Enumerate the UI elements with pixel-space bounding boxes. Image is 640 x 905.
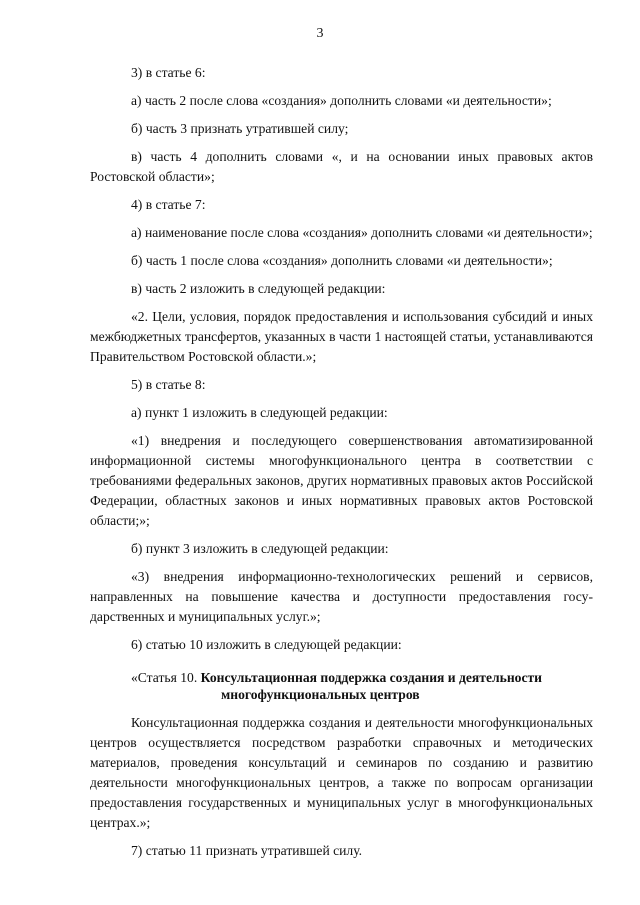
article-body: Консультационная поддержка создания и деятельности многофункциональных центров осуществляется посредством разработки справочных и методических материалов, проведения консультаций и семинаров по созданию и развитию деятельности многофункциональных центров, а также по вопросам организации предоставления государственных и муниципальных услуг в многофункциональных центрах.»; <box>90 715 593 830</box>
paragraph-subitem-b: б) часть 3 признать утратившей силу; <box>131 121 349 136</box>
document-body <box>90 63 593 869</box>
paragraph-subitem-a: а) часть 2 после слова «создания» дополнить словами «и деятельности»; <box>131 93 552 108</box>
article-prefix: «Статья 10. <box>131 670 201 685</box>
quoted-text: «2. Цели, условия, порядок предоставления и использования субсидий и иных межбюджетных трансфертов, указанных в части 1 настоящей статьи, устанавливаются Правительством Ростовской области.»; <box>90 309 593 364</box>
quoted-text: «1) внедрения и последующего совершенствования автоматизированной информационной системы многофункционального центра в соответствии с требованиями федеральных законов, других нормативных правовых актов Российской Федерации, областных законов и иных нормативных правовых актов Ростовской области;»; <box>90 433 593 528</box>
paragraph-subitem-v: в) часть 4 дополнить словами «, и на основании иных правовых актов Ростовской области»; <box>90 149 593 184</box>
paragraph-item-6: 6) статью 10 изложить в следующей редакции: <box>131 637 402 652</box>
paragraph-item-5: 5) в статье 8: <box>131 377 206 392</box>
paragraph-subitem-b: б) часть 1 после слова «создания» дополнить словами «и деятельности»; <box>131 253 553 268</box>
quoted-text: «3) внедрения информационно-технологических решений и сервисов, направленных на повышение качества и доступности предоставления государственных и муниципальных услуг.»; <box>90 569 593 624</box>
article-title-line1: Консультационная поддержка создания и деятельности <box>200 670 542 685</box>
paragraph-item-7: 7) статью 11 признать утратившей силу. <box>131 843 363 858</box>
page-number: 3 <box>316 26 324 41</box>
paragraph-subitem-v: в) часть 2 изложить в следующей редакции: <box>131 281 386 296</box>
paragraph-item-4: 4) в статье 7: <box>131 197 206 212</box>
paragraph-subitem-b: б) пункт 3 изложить в следующей редакции: <box>131 541 389 556</box>
paragraph-subitem-a: а) пункт 1 изложить в следующей редакции: <box>131 405 388 420</box>
paragraph-subitem-a: а) наименование после слова «создания» дополнить словами «и деятельности»; <box>131 225 593 240</box>
paragraph-item-3: 3) в статье 6: <box>131 65 206 80</box>
article-title-line2: многофункциональных центров <box>221 687 420 702</box>
article-heading <box>90 669 593 703</box>
